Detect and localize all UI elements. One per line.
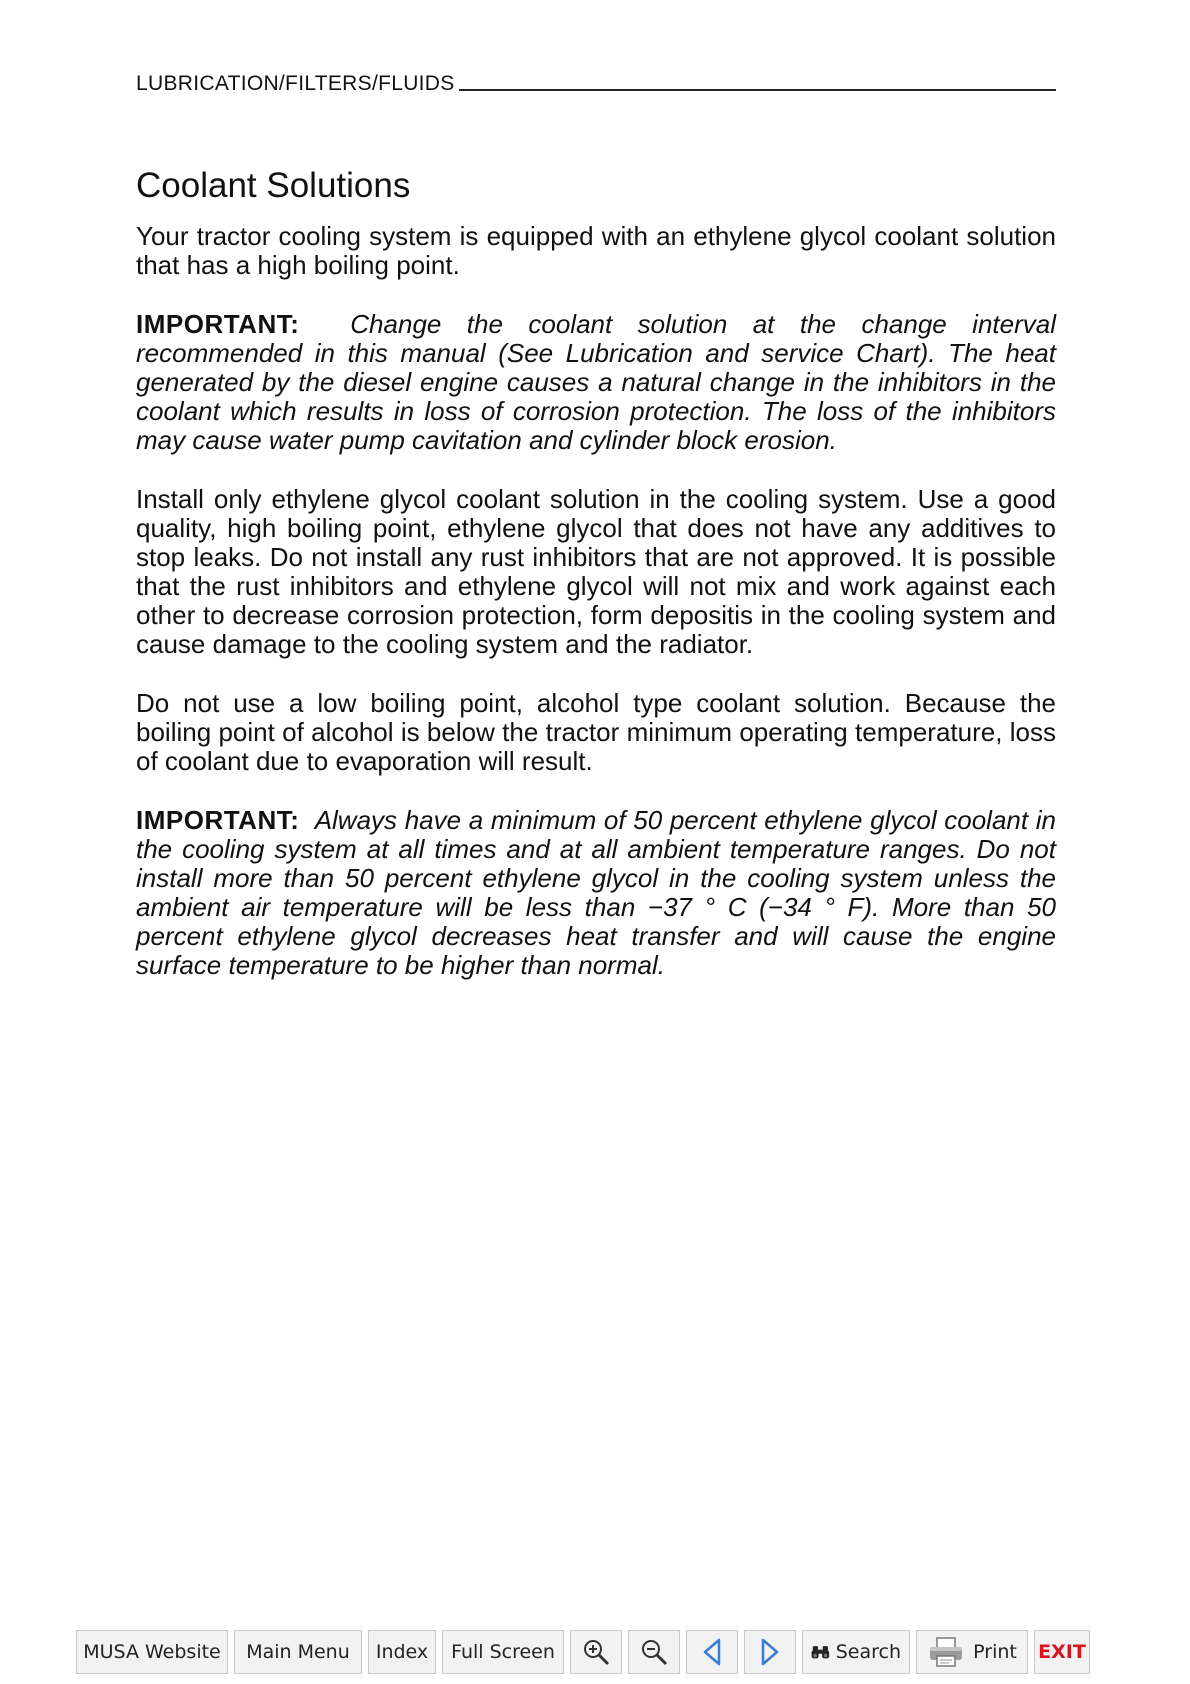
paragraph-intro [136,222,1056,280]
navigation-toolbar [76,1630,1090,1676]
zoom-out-icon [639,1637,669,1667]
zoom-in-icon [581,1637,611,1667]
important-text: Always have a minimum of 50 percent ethylene glycol coolant in the cooling system at all times and at all ambient temperature ranges. Do not install more than 50 percent ethylene glycol in the cooling system unless the ambient air temperature will be less than −37 ° C (−34 ° F). More than 50 percent ethylene glycol decreases heat transfer and will cause the engine surface temperature to be higher than normal. [136,805,1056,980]
paragraph-text: Your tractor cooling system is equipped with an ethylene glycol coolant solution that has a high boiling point. [136,221,1056,280]
paragraph-text: Do not use a low boiling point, alcohol type coolant solution. Because the boiling point of alcohol is below the tractor minimum operating temperature, loss of coolant due to evaporation will result. [136,688,1056,776]
important-label: IMPORTANT: [136,309,300,339]
page-content [136,222,1056,1010]
next-page-button[interactable] [744,1630,796,1674]
important-note-2 [136,806,1056,980]
zoom-out-button[interactable] [628,1630,680,1674]
index-button[interactable]: Index [368,1630,436,1674]
print-button[interactable] [916,1630,1028,1674]
print-label: Print [973,1641,1017,1663]
full-screen-button[interactable]: Full Screen [442,1630,564,1674]
section-label: LUBRICATION/FILTERS/FLUIDS [136,72,455,95]
previous-page-icon [699,1637,725,1667]
musa-website-button[interactable]: MUSA Website [76,1630,228,1674]
page-header [136,72,1056,96]
printer-icon [927,1636,967,1668]
page-title: Coolant Solutions [136,166,411,205]
important-note-1 [136,310,1056,455]
paragraph-text: Install only ethylene glycol coolant solution in the cooling system. Use a good quality, high boiling point, ethylene glycol that does not have any additives to stop leaks. Do not install any rust inhibitors that are not approved. It is possible that the rust inhibitors and ethylene glycol will not mix and work against each other to decrease corrosion protection, form depositis in the cooling system and cause damage to the cooling system and the radiator. [136,484,1056,659]
previous-page-button[interactable] [686,1630,738,1674]
paragraph-alcohol [136,689,1056,776]
binoculars-icon [811,1638,830,1666]
main-menu-button[interactable]: Main Menu [234,1630,362,1674]
paragraph-install [136,485,1056,659]
exit-button[interactable]: EXIT [1034,1630,1090,1674]
important-label: IMPORTANT: [136,805,300,835]
next-page-icon [757,1637,783,1667]
search-label: Search [835,1641,901,1663]
important-text: Change the coolant solution at the change interval recommended in this manual (See Lubrication and service Chart). The heat generated by the diesel engine causes a natural change in the inhibitors in the coolant which results in loss of corrosion protection. The loss of the inhibitors may cause water pump cavitation and cylinder block erosion. [136,309,1056,455]
header-rule [459,89,1056,91]
zoom-in-button[interactable] [570,1630,622,1674]
search-button[interactable] [802,1630,910,1674]
